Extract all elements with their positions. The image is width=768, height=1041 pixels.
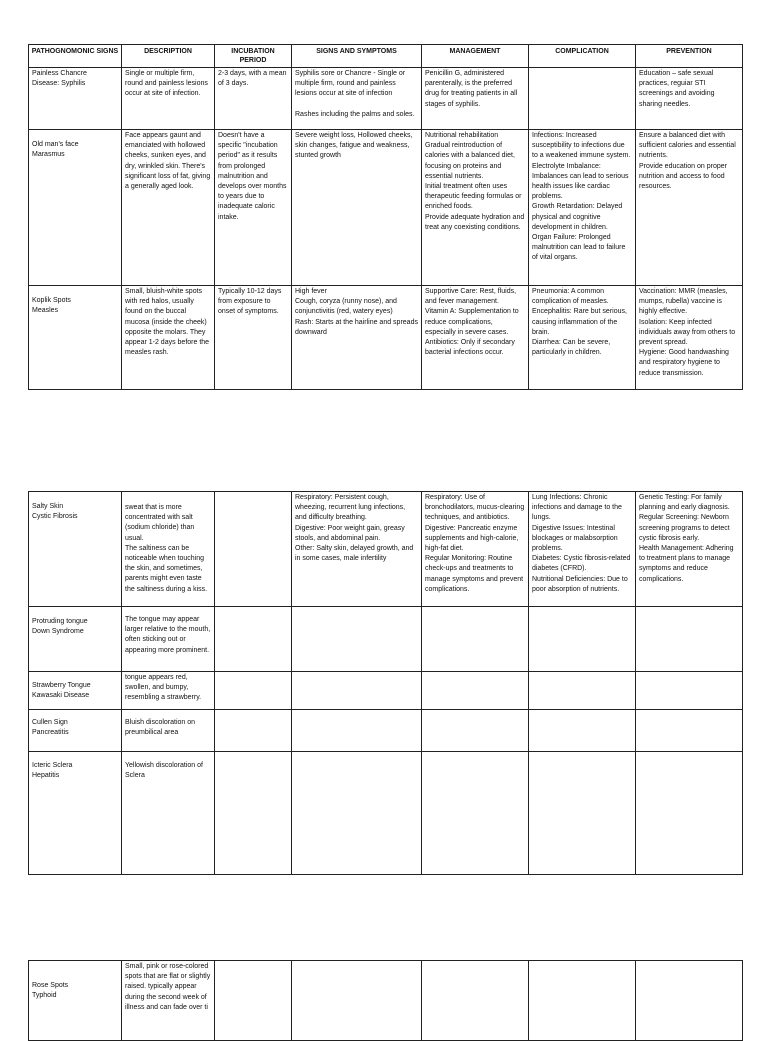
description-cell: tongue appears red, swollen, and bumpy, resembling a strawberry. bbox=[122, 672, 215, 710]
complication-cell bbox=[529, 752, 636, 875]
symptoms-cell: High fever Cough, coryza (runny nose), and conjunctivitis (red, watery eyes) Rash: Starts at the hairline and spreads downward bbox=[292, 286, 422, 390]
disease-table-section-1 bbox=[28, 44, 743, 390]
table-row bbox=[29, 672, 743, 710]
incubation-cell bbox=[215, 961, 292, 1041]
incubation-cell bbox=[215, 607, 292, 672]
sign-cell: Strawberry Tongue Kawasaki Disease bbox=[29, 672, 122, 710]
table-row bbox=[29, 492, 743, 607]
complication-cell bbox=[529, 672, 636, 710]
symptoms-cell bbox=[292, 710, 422, 752]
description-cell: sweat that is more concentrated with salt (sodium chloride) than usual. The saltiness can be noticeable when touching the skin, and sometimes, parents might even taste the saltiness during a kiss. bbox=[122, 492, 215, 607]
prevention-cell bbox=[636, 607, 743, 672]
description-cell: Yellowish discoloration of Sclera bbox=[122, 752, 215, 875]
management-cell: Supportive Care: Rest, fluids, and fever management. Vitamin A: Supplementation to reduce complications, especially in severe cases. Antibiotics: Only if secondary bacterial infections occur. bbox=[422, 286, 529, 390]
header-pathognomonic-signs: PATHOGNOMONIC SIGNS bbox=[29, 45, 122, 68]
symptoms-cell: Syphilis sore or Chancre - Single or multiple firm, round and painless lesions occur at site of infection Rashes including the palms and soles. bbox=[292, 68, 422, 130]
disease-table-section-2 bbox=[28, 491, 743, 875]
table-row bbox=[29, 961, 743, 1041]
management-cell: Penicillin G, administered parenterally, is the preferred drug for treating patients in all stages of syphilis. bbox=[422, 68, 529, 130]
symptoms-cell bbox=[292, 752, 422, 875]
symptoms-cell: Severe weight loss, Hollowed cheeks, skin changes, fatigue and weakness, stunted growth bbox=[292, 130, 422, 286]
sign-cell: Rose Spots Typhoid bbox=[29, 961, 122, 1041]
complication-cell: Lung Infections: Chronic infections and damage to the lungs. Digestive Issues: Intestinal blockages or malabsorption problems. Diabetes: Cystic fibrosis-related diabetes (CFRD). Nutritional Deficiencies: Due to poor absorption of nutrients. bbox=[529, 492, 636, 607]
symptoms-cell bbox=[292, 607, 422, 672]
description-cell: Face appears gaunt and emanciated with hollowed cheeks, sunken eyes, and dry, wrinkled skin. There's significant loss of fat, giving a generally aged look. bbox=[122, 130, 215, 286]
sign-cell: Protruding tongue Down Syndrome bbox=[29, 607, 122, 672]
management-cell bbox=[422, 710, 529, 752]
description-cell: The tongue may appear larger relative to the mouth, often sticking out or appearing more prominent. bbox=[122, 607, 215, 672]
prevention-cell: Education – safe sexual practices, reguiar STI screenings and avoiding sharing needles. bbox=[636, 68, 743, 130]
complication-cell: Infections: Increased susceptibility to infections due to a weakened immune system. Electrolyte Imbalance: Imbalances can lead to serious health issues like cardiac problems. Growth Retardation: Delayed physical and cognitive development in children. Organ Failure: Prolonged malnutrition can lead to failure of vital organs. bbox=[529, 130, 636, 286]
symptoms-cell bbox=[292, 672, 422, 710]
management-cell bbox=[422, 961, 529, 1041]
prevention-cell bbox=[636, 710, 743, 752]
complication-cell bbox=[529, 961, 636, 1041]
incubation-cell: Typically 10-12 days from exposure to onset of symptoms. bbox=[215, 286, 292, 390]
table-row bbox=[29, 286, 743, 390]
header-incubation-period: INCUBATION PERIOD bbox=[215, 45, 292, 68]
complication-cell bbox=[529, 68, 636, 130]
description-cell: Small, bluish-white spots with red halos, usually found on the buccal mucosa (inside the cheek) opposite the molars. They appear 1-2 days before the measles rash. bbox=[122, 286, 215, 390]
header-prevention: PREVENTION bbox=[636, 45, 743, 68]
complication-cell bbox=[529, 710, 636, 752]
header-signs-and-symptoms: SIGNS AND SYMPTOMS bbox=[292, 45, 422, 68]
incubation-cell bbox=[215, 710, 292, 752]
prevention-cell: Vaccination: MMR (measles, mumps, rubella) vaccine is highly effective. Isolation: Keep infected individuals away from others to prevent spread. Hygiene: Good handwashing and respiratory hygiene to reduce transmission. bbox=[636, 286, 743, 390]
incubation-cell: 2-3 days, with a mean of 3 days. bbox=[215, 68, 292, 130]
header-complication: COMPLICATION bbox=[529, 45, 636, 68]
management-cell bbox=[422, 607, 529, 672]
description-cell: Small, pink or rose-colored spots that are flat or slightly raised. typically appear during the second week of illness and can fade over ti bbox=[122, 961, 215, 1041]
prevention-cell: Ensure a balanced diet with sufficient calories and essential nutrients. Provide education on proper nutrition and access to food resources. bbox=[636, 130, 743, 286]
sign-cell: Icteric Sclera Hepatitis bbox=[29, 752, 122, 875]
incubation-cell bbox=[215, 492, 292, 607]
table-row bbox=[29, 752, 743, 875]
complication-cell: Pneumonia: A common complication of measles. Encephalitis: Rare but serious, causing inflammation of the brain. Diarrhea: Can be severe, particularly in children. bbox=[529, 286, 636, 390]
prevention-cell bbox=[636, 961, 743, 1041]
sign-cell: Painless Chancre Disease: Syphilis bbox=[29, 68, 122, 130]
management-cell: Nutritional rehabilitation Gradual reintroduction of calories with a balanced diet, focusing on proteins and essential nutrients. Initial treatment often uses therapeutic feeding formulas or enriched foods. Provide adequate hydration and treat any coexisting conditions. bbox=[422, 130, 529, 286]
table-header-row bbox=[29, 45, 743, 68]
description-cell: Bluish discoloration on preumbilical area bbox=[122, 710, 215, 752]
header-management: MANAGEMENT bbox=[422, 45, 529, 68]
incubation-cell bbox=[215, 672, 292, 710]
complication-cell bbox=[529, 607, 636, 672]
header-description: DESCRIPTION bbox=[122, 45, 215, 68]
incubation-cell: Doesn't have a specific "incubation period" as it results from prolonged malnutrition and develops over months to years due to inadequate caloric intake. bbox=[215, 130, 292, 286]
table-row bbox=[29, 710, 743, 752]
symptoms-cell: Respiratory: Persistent cough, wheezing, recurrent lung infections, and difficulty breathing. Digestive: Poor weight gain, greasy stools, and abdominal pain. Other: Salty skin, delayed growth, and in some cases, male infertility bbox=[292, 492, 422, 607]
table-row bbox=[29, 68, 743, 130]
sign-cell: Salty Skin Cystic Fibrosis bbox=[29, 492, 122, 607]
management-cell bbox=[422, 672, 529, 710]
disease-table-section-3 bbox=[28, 960, 743, 1041]
prevention-cell: Genetic Testing: For family planning and early diagnosis. Regular Screening: Newborn screening programs to detect cystic fibrosis early. Health Management: Adhering to treatment plans to manage symptoms and reduce complications. bbox=[636, 492, 743, 607]
symptoms-cell bbox=[292, 961, 422, 1041]
table-row bbox=[29, 130, 743, 286]
description-cell: Single or multiple firm, round and painless lesions occur at site of infection. bbox=[122, 68, 215, 130]
prevention-cell bbox=[636, 672, 743, 710]
sign-cell: Cullen Sign Pancreatitis bbox=[29, 710, 122, 752]
incubation-cell bbox=[215, 752, 292, 875]
sign-cell: Old man's face Marasmus bbox=[29, 130, 122, 286]
table-row bbox=[29, 607, 743, 672]
prevention-cell bbox=[636, 752, 743, 875]
sign-cell: Koplik Spots Measles bbox=[29, 286, 122, 390]
management-cell bbox=[422, 752, 529, 875]
management-cell: Respiratory: Use of bronchodilators, mucus-clearing techniques, and antibiotics. Digestive: Pancreatic enzyme supplements and high-calorie, high-fat diet. Regular Monitoring: Routine check-ups and treatments to manage symptoms and prevent complications. bbox=[422, 492, 529, 607]
